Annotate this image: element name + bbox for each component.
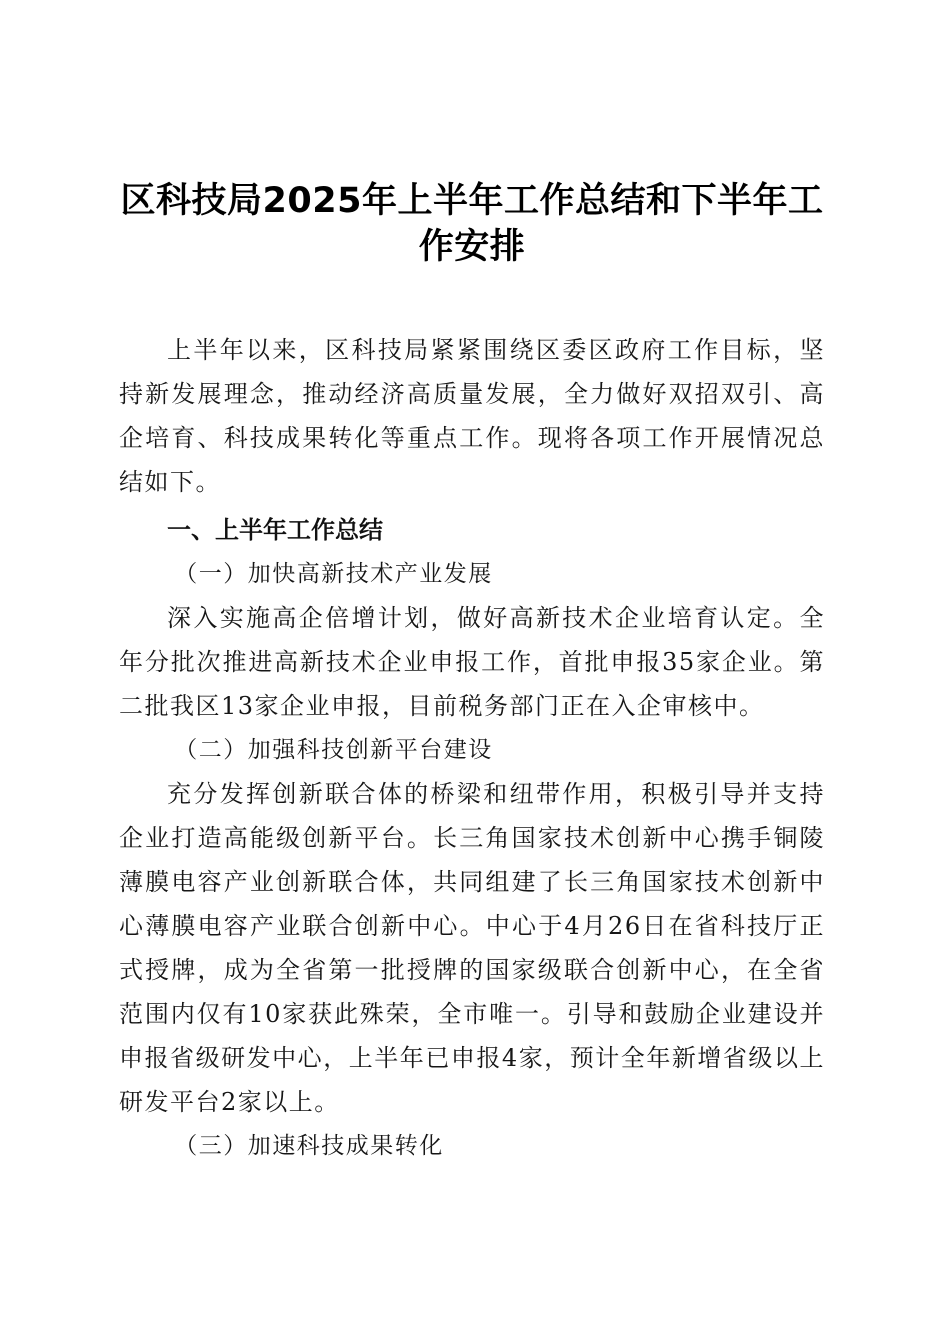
- subsection-heading-3: （三）加速科技成果转化: [174, 1133, 444, 1159]
- document-title: 区科技局2025年上半年工作总结和下半年工作安排: [120, 181, 824, 267]
- document-body: [119, 328, 825, 1168]
- subsection-paragraph-2: 充分发挥创新联合体的桥梁和纽带作用，积极引导并支持企业打造高能级创新平台。长三角国家技术创新中心携手铜陵薄膜电容产业创新联合体，共同组建了长三角国家技术创新中心薄膜电容产业联合创新中心。中心于4月26日在省科技厅正式授牌，成为全省第一批授牌的国家级联合创新中心，在全省范围内仅有10家获此殊荣，全市唯一。引导和鼓励企业建设并申报省级研发中心，上半年已申报4家，预计全年新增省级以上研发平台2家以上。: [119, 780, 825, 1116]
- subsection-heading-1: （一）加快高新技术产业发展: [174, 561, 493, 587]
- subsection-heading-2: （二）加强科技创新平台建设: [174, 737, 493, 763]
- section-heading: 一、上半年工作总结: [167, 516, 383, 544]
- intro-paragraph: 上半年以来，区科技局紧紧围绕区委区政府工作目标，坚持新发展理念，推动经济高质量发展，全力做好双招双引、高企培育、科技成果转化等重点工作。现将各项工作开展情况总结如下。: [119, 336, 825, 496]
- document-content: [119, 178, 825, 1168]
- subsection-paragraph-1: 深入实施高企倍增计划，做好高新技术企业培育认定。全年分批次推进高新技术企业申报工作，首批申报35家企业。第二批我区13家企业申报，目前税务部门正在入企审核中。: [119, 604, 825, 720]
